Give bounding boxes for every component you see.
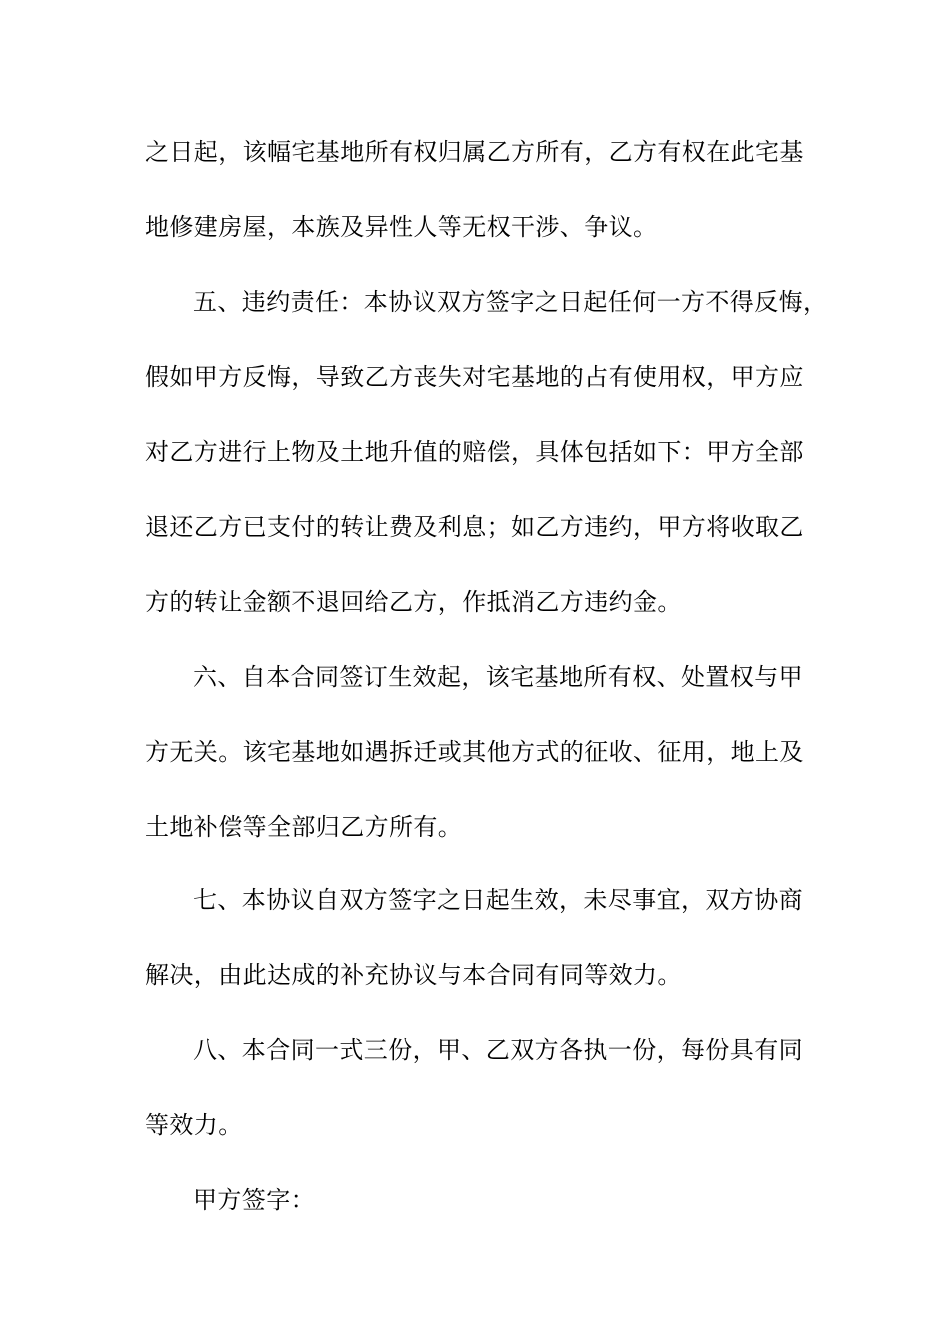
clause-eight-start: 八、本合同一式三份，甲、乙双方各执一份，每份具有同 — [193, 1036, 803, 1064]
text-line: 土地补偿等全部归乙方所有。 — [145, 813, 463, 841]
text-line: 对乙方进行上物及土地升值的赔偿，具体包括如下：甲方全部 — [145, 438, 804, 466]
clause-six-start: 六、自本合同签订生效起，该宅基地所有权、处置权与甲 — [193, 663, 803, 691]
text-line: 假如甲方反悔，导致乙方丧失对宅基地的占有使用权，甲方应 — [145, 363, 804, 391]
text-line: 方无关。该宅基地如遇拆迁或其他方式的征收、征用，地上及 — [145, 738, 804, 766]
party-a-signature-label: 甲方签字： — [193, 1186, 315, 1214]
text-line: 等效力。 — [145, 1111, 243, 1139]
text-line: 之日起，该幅宅基地所有权归属乙方所有，乙方有权在此宅基 — [145, 138, 804, 166]
clause-five-start: 五、违约责任：本协议双方签字之日起任何一方不得反悔， — [193, 288, 828, 316]
text-line: 方的转让金额不退回给乙方，作抵消乙方违约金。 — [145, 588, 682, 616]
text-line: 退还乙方已支付的转让费及利息；如乙方违约，甲方将收取乙 — [145, 513, 804, 541]
text-line: 地修建房屋，本族及异性人等无权干涉、争议。 — [145, 213, 658, 241]
text-line: 解决，由此达成的补充协议与本合同有同等效力。 — [145, 961, 682, 989]
clause-seven-start: 七、本协议自双方签字之日起生效，未尽事宜，双方协商 — [193, 886, 803, 914]
